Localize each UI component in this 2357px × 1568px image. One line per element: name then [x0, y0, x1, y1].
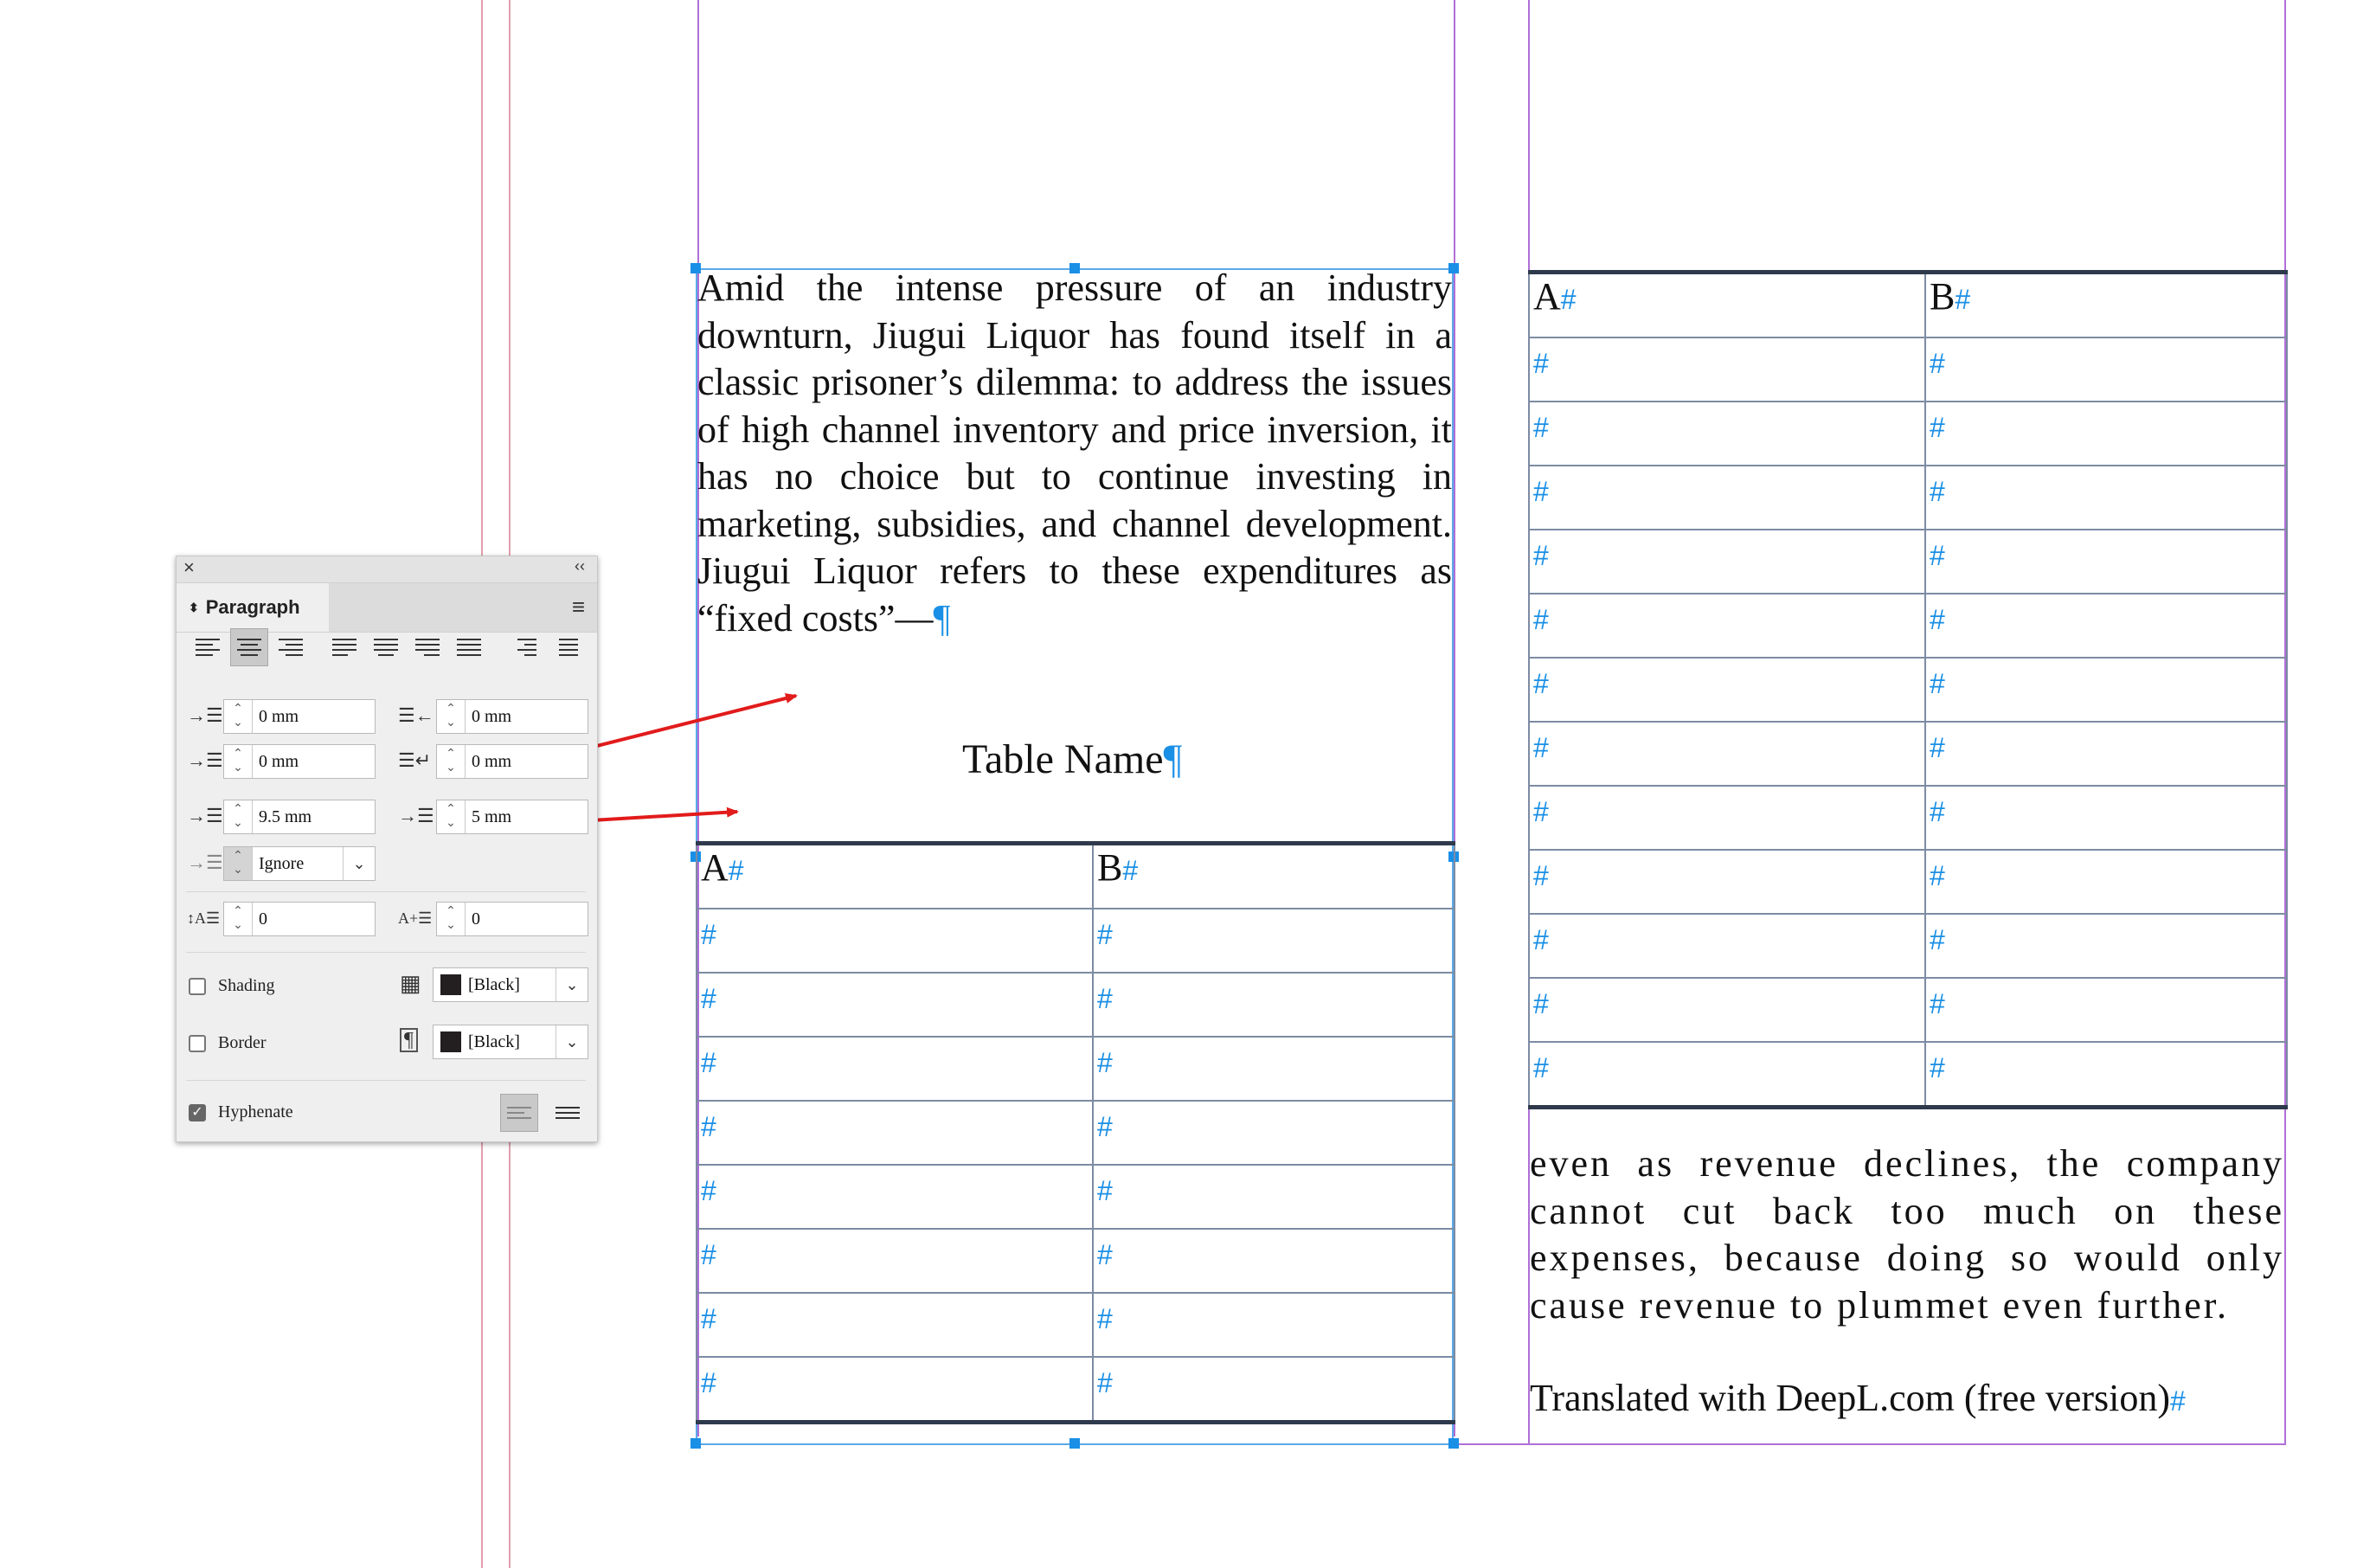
- cell-marker: #: [701, 1367, 716, 1398]
- right-indent-field[interactable]: [436, 699, 588, 734]
- cell-marker: #: [701, 983, 716, 1014]
- close-icon[interactable]: ×: [183, 556, 195, 578]
- align-away-spine-icon[interactable]: [547, 628, 585, 666]
- drop-cap-lines-icon: ↕A☰: [187, 909, 221, 927]
- cell-marker: #: [1097, 919, 1113, 950]
- tab-paragraph-label: Paragraph: [205, 596, 300, 618]
- right-indent-value: 0 mm: [472, 707, 512, 726]
- border-color-select[interactable]: [433, 1025, 588, 1059]
- cell-marker: #: [1930, 476, 1945, 507]
- cell-marker: #: [1930, 348, 1945, 379]
- border-checkbox[interactable]: [189, 1035, 206, 1052]
- collapse-icon[interactable]: ‹‹: [575, 557, 585, 575]
- drop-cap-chars-value: 0: [472, 909, 480, 929]
- cell-marker: #: [728, 855, 744, 886]
- cell-marker: #: [1533, 732, 1549, 763]
- cell-marker: #: [1955, 284, 1971, 315]
- panel-menu-icon[interactable]: ≡: [571, 594, 585, 620]
- cell-marker: #: [1533, 540, 1549, 571]
- hyphenation-options-icon[interactable]: [549, 1094, 587, 1132]
- space-before-stepper[interactable]: ⌃ ⌄: [224, 800, 253, 833]
- arrow-space-after: [592, 812, 737, 820]
- cell-marker: #: [1097, 1111, 1113, 1142]
- drop-cap-chars-stepper[interactable]: ⌃ ⌄: [437, 903, 466, 935]
- cell-marker: #: [1122, 855, 1139, 886]
- last-line-indent-stepper[interactable]: ⌃ ⌄: [437, 745, 466, 778]
- justify-all-icon[interactable]: [450, 628, 488, 666]
- left-frame-paragraph-text: Amid the intense pressure of an industry downturn, Jiugui Liquor has found itself in a classic prisoner’s dilemma: to address the issues of high channel inventory and price inversion, it has no choice but to continue investing in marketing, subsidies, and channel development. Jiugui Liquor refers to these expenditures as “fixed costs”—: [697, 267, 1452, 639]
- justify-right-icon[interactable]: [408, 628, 446, 666]
- cell-marker: #: [701, 1303, 716, 1334]
- cell-marker: #: [1930, 732, 1945, 763]
- cell-marker: #: [1533, 412, 1549, 443]
- header-cell-b: B: [1097, 846, 1123, 889]
- shading-color-value: [Black]: [468, 975, 520, 994]
- panel-divider: [186, 952, 586, 953]
- last-line-indent-field[interactable]: [436, 744, 588, 779]
- chevron-down-icon[interactable]: ⌄: [556, 1025, 588, 1058]
- header-cell-a: A: [701, 846, 729, 889]
- cell-marker: #: [2170, 1385, 2186, 1417]
- drop-cap-lines-value: 0: [259, 909, 267, 929]
- table-name-text: Table Name: [962, 736, 1164, 782]
- panel-topbar: [177, 556, 597, 583]
- cell-marker: #: [701, 1111, 716, 1142]
- cell-marker: #: [1533, 476, 1549, 507]
- footer-line-text: Translated with DeepL.com (free version): [1530, 1377, 2171, 1419]
- last-line-indent-icon: ☰↵: [398, 749, 432, 771]
- header-cell-b: B: [1930, 275, 1956, 318]
- left-indent-stepper[interactable]: ⌃ ⌄: [224, 700, 253, 733]
- drop-cap-lines-stepper[interactable]: ⌃ ⌄: [224, 903, 253, 935]
- cell-marker: #: [1097, 1047, 1113, 1078]
- align-towards-spine-icon[interactable]: [505, 628, 543, 666]
- cell-marker: #: [1930, 540, 1945, 571]
- cell-marker: #: [701, 1239, 716, 1270]
- cell-marker: #: [1097, 1303, 1113, 1334]
- first-line-indent-value: 0 mm: [259, 752, 299, 771]
- justify-left-icon[interactable]: [325, 628, 363, 666]
- cell-marker: #: [1533, 860, 1549, 891]
- justify-center-icon[interactable]: [367, 628, 405, 666]
- cell-marker: #: [1097, 1175, 1113, 1206]
- balance-ragged-icon[interactable]: [500, 1094, 538, 1132]
- align-center-icon[interactable]: [230, 628, 268, 666]
- chevron-down-icon[interactable]: ⌄: [556, 968, 588, 1001]
- space-before-value: 9.5 mm: [259, 807, 312, 826]
- space-after-value: 5 mm: [472, 807, 512, 826]
- cell-marker: #: [1930, 796, 1945, 827]
- cell-marker: #: [701, 1175, 716, 1206]
- shading-swatch-icon[interactable]: ▦: [400, 971, 421, 996]
- cell-marker: #: [1930, 604, 1945, 635]
- cell-marker: #: [1930, 860, 1945, 891]
- cell-marker: #: [1533, 604, 1549, 635]
- cell-marker: #: [1533, 988, 1549, 1019]
- align-grid-icon: →☰: [187, 851, 223, 873]
- cell-marker: #: [1930, 988, 1945, 1019]
- cell-marker: #: [1533, 668, 1549, 699]
- chevron-down-icon[interactable]: ⌄: [343, 847, 375, 880]
- align-to-grid-select[interactable]: [223, 846, 376, 881]
- right-frame-paragraph[interactable]: even as revenue declines, the company cannot cut back too much on these expenses, because doing so would only cause revenue to plummet even further.: [1530, 1142, 2284, 1327]
- cell-marker: #: [701, 1047, 716, 1078]
- cell-marker: #: [1533, 348, 1549, 379]
- drop-cap-chars-field[interactable]: [436, 902, 588, 936]
- cell-marker: #: [1930, 412, 1945, 443]
- hyphenate-checkbox[interactable]: ✓: [189, 1104, 206, 1121]
- cell-marker: #: [1930, 924, 1945, 955]
- drop-cap-lines-field[interactable]: [223, 902, 376, 936]
- cell-marker: #: [1533, 1052, 1549, 1083]
- cell-marker: #: [1097, 1239, 1113, 1270]
- first-line-indent-field[interactable]: [223, 744, 376, 779]
- first-line-indent-icon: →☰: [187, 749, 223, 771]
- last-line-indent-value: 0 mm: [472, 752, 512, 771]
- cell-marker: #: [1533, 796, 1549, 827]
- border-color-value: [Black]: [468, 1032, 520, 1051]
- left-indent-value: 0 mm: [259, 707, 299, 726]
- panel-tab-row: [177, 583, 597, 633]
- border-icon[interactable]: ¶: [400, 1028, 418, 1052]
- shading-checkbox[interactable]: [189, 978, 206, 995]
- header-cell-a: A: [1533, 275, 1561, 318]
- space-before-field[interactable]: [223, 800, 376, 834]
- left-indent-field[interactable]: [223, 699, 376, 734]
- cell-marker: #: [1533, 924, 1549, 955]
- border-label: Border: [218, 1033, 267, 1052]
- cell-marker: #: [701, 919, 716, 950]
- right-indent-icon: ☰←: [398, 704, 434, 726]
- align-to-grid-value: Ignore: [259, 854, 305, 873]
- tab-paragraph[interactable]: [177, 583, 329, 632]
- cell-marker: #: [1560, 284, 1577, 315]
- align-to-grid-stepper[interactable]: ⌃ ⌄: [224, 847, 253, 880]
- tab-sort-icon: ⬍: [189, 600, 199, 614]
- table-name-pilcrow: ¶: [1163, 736, 1183, 782]
- cell-marker: #: [1097, 1367, 1113, 1398]
- space-after-field[interactable]: [436, 800, 588, 834]
- align-right-icon[interactable]: [272, 628, 310, 666]
- first-line-indent-stepper[interactable]: ⌃ ⌄: [224, 745, 253, 778]
- left-indent-icon: →☰: [187, 704, 223, 726]
- panel-divider: [186, 1080, 586, 1081]
- space-after-stepper[interactable]: ⌃ ⌄: [437, 800, 466, 833]
- space-after-icon: →☰: [398, 805, 434, 826]
- shading-color-select[interactable]: [433, 967, 588, 1002]
- paragraph-mark: ¶: [933, 596, 951, 639]
- cell-marker: #: [1097, 983, 1113, 1014]
- shading-color-swatch: [440, 974, 461, 995]
- panel-divider: [186, 891, 586, 892]
- align-left-icon[interactable]: [189, 628, 227, 666]
- right-indent-stepper[interactable]: ⌃ ⌄: [437, 700, 466, 733]
- shading-label: Shading: [218, 976, 275, 995]
- drop-cap-chars-icon: A+☰: [398, 909, 433, 927]
- hyphenate-label: Hyphenate: [218, 1102, 293, 1121]
- cell-marker: #: [1930, 668, 1945, 699]
- border-color-swatch: [440, 1031, 461, 1052]
- cell-marker: #: [1930, 1052, 1945, 1083]
- space-before-icon: →☰: [187, 805, 223, 826]
